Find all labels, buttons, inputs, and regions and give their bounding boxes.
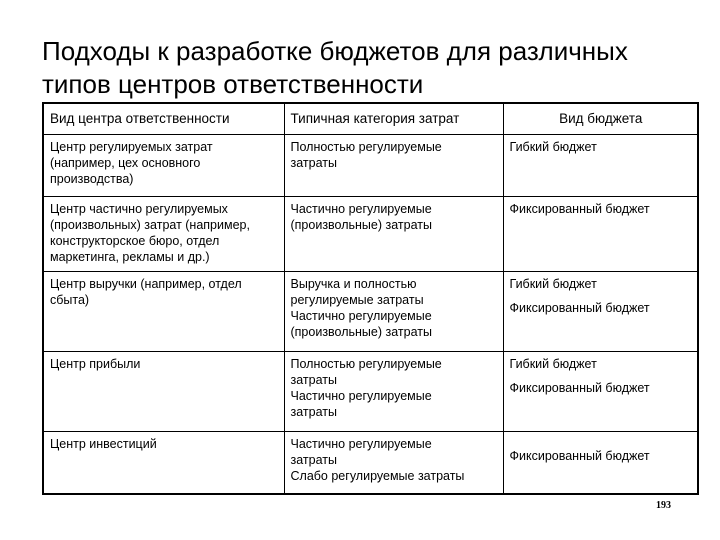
page-number: 193: [656, 500, 671, 511]
table-row: [43, 432, 698, 494]
cell-text: (произвольные) затраты: [290, 218, 432, 232]
cell-budget-type: [503, 352, 698, 432]
table-row: [43, 352, 698, 432]
cell-budget-type: [503, 432, 698, 494]
cell-cost-category: [284, 135, 503, 197]
header-budget-type: Вид бюджета: [503, 103, 698, 135]
cell-text: Фиксированный бюджет: [509, 202, 650, 216]
cell-text: Центр инвестиций: [50, 437, 157, 451]
cell-center-type: [43, 197, 284, 272]
cell-text: Слабо регулируемые затраты: [290, 469, 465, 483]
cell-cost-category: [284, 272, 503, 352]
cell-text: затраты: [290, 453, 337, 467]
slide-title-line: типов центров ответственности: [42, 69, 424, 99]
cell-text: конструкторское бюро, отдел: [50, 234, 220, 248]
cell-text: маркетинга, рекламы и др.): [50, 250, 210, 264]
cell-cost-category: [284, 432, 503, 494]
cell-text: затраты: [290, 156, 337, 170]
cell-text: Центр выручки (например, отдел: [50, 277, 242, 291]
slide-title: [42, 35, 692, 101]
cell-text: затраты: [290, 405, 337, 419]
cell-text: (произвольных) затрат (например,: [50, 218, 250, 232]
header-cost-category: Типичная категория затрат: [284, 103, 503, 135]
cell-text: Полностью регулируемые: [290, 357, 442, 371]
cell-text: Центр регулируемых затрат: [50, 140, 213, 154]
cell-text: Частично регулируемые: [290, 389, 432, 403]
cell-text: Выручка и полностью: [290, 277, 417, 291]
cell-text: Гибкий бюджет: [509, 140, 597, 154]
slide-title-line: Подходы к разработке бюджетов для различных: [42, 36, 628, 66]
cell-text: Фиксированный бюджет: [509, 301, 650, 315]
cell-budget-type: [503, 272, 698, 352]
cell-text: Частично регулируемые: [290, 202, 432, 216]
cell-center-type: [43, 135, 284, 197]
cell-cost-category: [284, 197, 503, 272]
cell-center-type: [43, 272, 284, 352]
cell-text: Гибкий бюджет: [509, 277, 597, 291]
cell-text: Полностью регулируемые: [290, 140, 442, 154]
table-row: [43, 135, 698, 197]
cell-text: Гибкий бюджет: [509, 357, 597, 371]
table-row: [43, 272, 698, 352]
table-row: [43, 197, 698, 272]
cell-budget-type: [503, 197, 698, 272]
cell-text: регулируемые затраты: [290, 293, 424, 307]
budget-approaches-table: [42, 102, 699, 495]
cell-text: Фиксированный бюджет: [509, 381, 650, 395]
cell-text: Частично регулируемые: [290, 309, 432, 323]
cell-budget-type: [503, 135, 698, 197]
cell-text: Частично регулируемые: [290, 437, 432, 451]
header-center-type: Вид центра ответственности: [43, 103, 284, 135]
cell-text: (например, цех основного: [50, 156, 201, 170]
cell-text: Фиксированный бюджет: [509, 449, 650, 463]
cell-text: сбыта): [50, 293, 90, 307]
cell-cost-category: [284, 352, 503, 432]
cell-center-type: [43, 352, 284, 432]
cell-text: затраты: [290, 373, 337, 387]
cell-text: (произвольные) затраты: [290, 325, 432, 339]
table-header-row: [43, 103, 698, 135]
cell-center-type: [43, 432, 284, 494]
cell-text: производства): [50, 172, 134, 186]
cell-text: Центр прибыли: [50, 357, 141, 371]
cell-text: Центр частично регулируемых: [50, 202, 228, 216]
